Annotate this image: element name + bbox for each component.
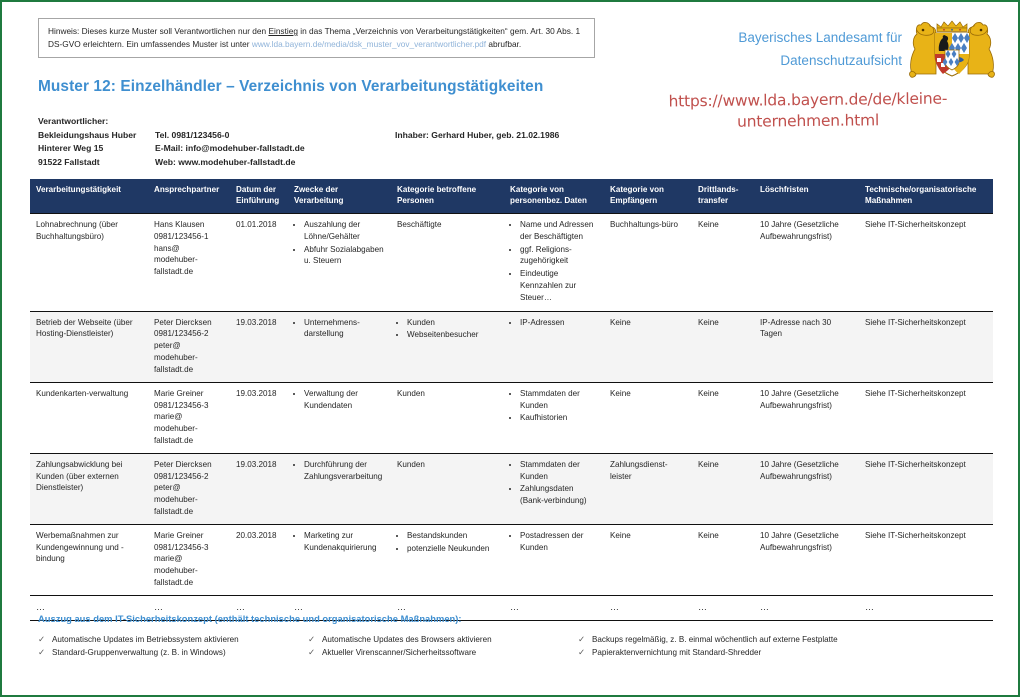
table-cell-subjects [391,453,504,524]
table-cell-recipients [604,213,692,311]
cell-line: 19.03.2018 [236,388,277,398]
authority-name-line2: Datenschutzaufsicht [780,53,902,69]
responsible-row-2 [38,142,738,156]
page-inner [2,2,1018,695]
cell-line: Werbemaßnahmen zur Kundengewinnung und -bindung [36,530,124,564]
table-header-cell-5: Kategorie von personenbez. Daten [504,179,604,213]
footer-checklist-item [38,633,239,646]
table-head [30,179,993,213]
cell-line: Marie Greiner [154,388,204,398]
table-header-cell-2: Datum der Einführung [230,179,288,213]
table-cell-recipients [604,453,692,524]
cell-line: Siehe IT-Sicherheitskonzept [865,317,966,327]
cell-line: marie@ modehuber-fallstadt.de [154,412,198,445]
table-cell-tom [859,311,993,382]
check-mark-icon: ✓ [308,647,316,658]
table-cell-data_categories [504,524,604,595]
continuation-marker: … [859,595,993,620]
table-cell-purposes [288,382,391,453]
cell-line: Keine [610,530,631,540]
footer-checklist-label: Automatische Updates im Betriebssystem aktivieren [52,635,239,644]
continuation-marker: … [391,595,504,620]
list-item: • Durchführung der Zahlungsverarbeitung [304,459,386,483]
list-item: • Abfuhr Sozialabgaben u. Steuern [304,244,386,268]
list-item: • Zahlungsdaten (Bank-verbindung) [520,483,599,507]
hinweis-line2-part1: 30 Abs. 1 DS-GVO erleichtern. Ein umfassendes Muster ist unter [48,26,581,50]
cell-line: Kundenkarten-verwaltung [36,388,129,398]
table-header-cell-0: Verarbeitungstätigkeit [30,179,148,213]
cell-line: Keine [698,530,719,540]
cell-line: 01.01.2018 [236,219,277,229]
cell-line: Keine [610,317,631,327]
table-cell-deletion [754,382,859,453]
table-cell-activity [30,524,148,595]
continuation-marker: … [288,595,391,620]
cell-line: Siehe IT-Sicherheitskonzept [865,388,966,398]
table-cell-data_categories [504,453,604,524]
cell-line: 0981/123456-1 [154,231,209,241]
cell-line: 10 Jahre (Gesetzliche Aufbewahrungsfrist) [760,459,839,481]
cell-line: hans@ modehuber-fallstadt.de [154,243,198,277]
cell-line: Lohnabrechnung (über Buchhaltungsbüro) [36,219,118,241]
table-cell-date [230,213,288,311]
table-cell-date [230,311,288,382]
table-cell-contact [148,524,230,595]
cell-line: 10 Jahre (Gesetzliche Aufbewahrungsfrist) [760,530,839,552]
check-mark-icon: ✓ [308,634,316,644]
table-cell-data_categories [504,382,604,453]
responsible-tel: Tel. 0981/123456-0 [155,129,230,140]
footer-checklist-item [578,633,838,646]
bavarian-coat-of-arms-icon [906,18,998,80]
table-cell-subjects [391,524,504,595]
table-cell-data_categories [504,213,604,311]
table-header-cell-9: Technische/organisatorische Maßnahmen [859,179,993,213]
cell-line: Keine [610,388,631,398]
list-item: • Webseitenbesucher [407,329,499,341]
table-header-cell-6: Kategorie von Empfängern [604,179,692,213]
table-header-cell-3: Zwecke der Verarbeitung [288,179,391,213]
cell-line: Keine [698,219,719,229]
table-cell-third_country [692,524,754,595]
cell-line: 19.03.2018 [236,459,277,469]
table-cell-date [230,382,288,453]
check-mark-icon: ✓ [578,634,586,644]
table-row [30,213,993,311]
table-row [30,524,993,595]
table-row [30,453,993,524]
table-cell-date [230,524,288,595]
list-item: • Verwaltung der Kundendaten [304,388,386,412]
cell-line: Keine [698,317,719,327]
authority-name-line1: Bayerisches Landesamt für [738,30,902,45]
list-item: • Bestandskunden [407,530,499,542]
cell-line: Beschäftigte [397,219,442,229]
handwritten-url-line2: unternehmen.html [736,111,880,132]
hinweis-note-text [48,25,586,51]
cell-line: peter@ modehuber-fallstadt.de [154,483,198,517]
responsible-row-3 [38,156,738,170]
handwritten-url-line1: https://www.lda.bayern.de/de/kleine- [668,89,948,111]
it-security-footer [38,613,988,667]
responsible-party-block [38,115,738,169]
footer-checklist-item [38,646,239,659]
cell-line: 19.03.2018 [236,317,277,327]
hinweis-pdf-link[interactable]: www.lda.bayern.de/media/dsk_muster_vov_verantwortlicher.pdf [251,39,487,50]
cell-line: peter@ modehuber-fallstadt.de [154,341,198,374]
responsible-row-1 [38,129,738,143]
list-item: • Stammdaten der Kunden [520,459,599,483]
page-title: Muster 12: Einzelhändler – Verzeichnis von Verarbeitungstätigkeiten [38,78,544,95]
table-body [30,213,993,620]
footer-title: Auszug aus dem IT-Sicherheitskonzept (enthält technische und organisatorische Maßnahmen): [38,613,462,624]
table-cell-activity [30,311,148,382]
table-cell-deletion [754,524,859,595]
footer-checklist-label: Backups regelmäßig, z. B. einmal wöchentlich auf externe Festplatte [592,635,838,644]
responsible-heading: Verantwortlicher: [38,116,109,126]
continuation-marker: … [148,595,230,620]
authority-name [738,26,902,72]
table-cell-contact [148,382,230,453]
table-header-row [30,179,993,213]
table-cell-deletion [754,453,859,524]
cell-line: Peter Diercksen [154,459,212,469]
cell-line: Zahlungsabwicklung bei Kunden (über externen Dienstleister) [36,459,123,493]
table-row [30,382,993,453]
hinweis-line2-part2: abrufbar. [486,39,522,50]
processing-activities-table [30,179,993,621]
cell-line: 20.03.2018 [236,530,277,540]
table-cell-subjects [391,311,504,382]
continuation-marker: … [754,595,859,620]
cell-line: Keine [698,459,719,469]
table-cell-purposes [288,524,391,595]
list-item: • Stammdaten der Kunden [520,388,599,412]
table-cell-purposes [288,311,391,382]
table-cell-data_categories [504,311,604,382]
cell-line: Siehe IT-Sicherheitskonzept [865,219,966,229]
list-item: • Unternehmens-darstellung [304,317,386,341]
table-cell-purposes [288,453,391,524]
table-cell-third_country [692,311,754,382]
hinweis-line1-part1: Hinweis: Dieses kurze Muster soll Verantwortlichen nur den [48,26,269,36]
responsible-web: Web: www.modehuber-fallstadt.de [155,156,296,167]
cell-line: 0981/123456-3 [154,400,209,410]
cell-line: Kunden [397,459,425,469]
table-header-cell-7: Drittlands-transfer [692,179,754,213]
cell-line: Betrieb der Webseite (über Hosting-Dienstleister) [36,317,133,339]
table-cell-subjects [391,213,504,311]
footer-column-0 [38,633,239,659]
footer-checklist-label: Standard-Gruppenverwaltung (z. B. in Windows) [52,648,226,658]
table-cell-tom [859,524,993,595]
table-cell-recipients [604,524,692,595]
crest-shield [935,33,970,76]
table-cell-contact [148,453,230,524]
cell-line: Kunden [397,388,425,398]
table-cell-recipients [604,382,692,453]
processing-activities-table-wrapper [30,179,993,621]
continuation-marker: … [604,595,692,620]
footer-checklist-item [308,633,492,646]
check-mark-icon: ✓ [38,647,46,658]
table-cell-recipients [604,311,692,382]
continuation-marker: … [692,595,754,620]
table-header-cell-1: Ansprechpartner [148,179,230,213]
table-cell-date [230,453,288,524]
list-item: • IP-Adressen [520,317,599,329]
hinweis-line1-part2: in das Thema „Verzeichnis von Verarbeitungstätigkeiten“ gem. Art. [297,26,544,36]
table-cell-contact [148,213,230,311]
responsible-city: 91522 Fallstadt [38,156,100,167]
cell-line: Keine [698,388,719,398]
table-cell-tom [859,382,993,453]
authority-header [620,18,1000,80]
footer-checklist [38,633,988,667]
list-item: • Kaufhistorien [520,412,599,424]
table-cell-purposes [288,213,391,311]
continuation-marker: … [504,595,604,620]
list-item: • Eindeutige Kennzahlen zur Steuer… [520,268,599,303]
footer-checklist-item [578,646,838,659]
cell-line: 0981/123456-3 [154,542,209,552]
footer-checklist-label: Papieraktenvernichtung mit Standard-Shredder [592,648,762,658]
list-item: • potenzielle Neukunden [407,543,499,555]
list-item: • Postadressen der Kunden [520,530,599,554]
responsible-row-heading [38,115,738,129]
table-cell-subjects [391,382,504,453]
responsible-email: E-Mail: info@modehuber-fallstadt.de [155,143,305,153]
table-cell-tom [859,213,993,311]
cell-line: Marie Greiner [154,530,204,540]
table-cell-activity [30,453,148,524]
list-item: • Kunden [407,317,499,329]
table-cell-third_country [692,453,754,524]
table-header-cell-4: Kategorie betroffene Personen [391,179,504,213]
table-cell-deletion [754,311,859,382]
cell-line: Peter Diercksen [154,317,212,327]
list-item: • Name und Adressen der Beschäftigten [520,219,599,243]
table-cell-contact [148,311,230,382]
responsible-owner: Inhaber: Gerhard Huber, geb. 21.02.1986 [395,129,560,140]
cell-line: 10 Jahre (Gesetzliche Aufbewahrungsfrist) [760,219,839,241]
footer-checklist-label: Aktueller Virenscanner/Sicherheitssoftware [322,648,477,658]
list-item: • Auszahlung der Löhne/Gehälter [304,219,386,243]
responsible-street: Hinterer Weg 15 [38,143,104,153]
table-cell-activity [30,213,148,311]
cell-line: 10 Jahre (Gesetzliche Aufbewahrungsfrist) [760,388,839,410]
check-mark-icon: ✓ [578,647,586,658]
cell-line: Siehe IT-Sicherheitskonzept [865,459,966,469]
list-item: • Marketing zur Kundenakquirierung [304,530,386,554]
cell-line: IP-Adresse nach 30 Tagen [760,317,832,339]
hinweis-note-box [38,18,595,58]
table-row [30,311,993,382]
cell-line: Buchhaltungs-büro [610,219,678,229]
table-cell-third_country [692,382,754,453]
footer-column-1 [308,633,492,659]
cell-line: 0981/123456-2 [154,329,209,339]
cell-line: Zahlungsdienst-leister [610,459,668,481]
crest-crown [937,21,967,32]
cell-line: marie@ modehuber-fallstadt.de [154,554,198,588]
responsible-company: Bekleidungshaus Huber [38,129,137,140]
list-item: • ggf. Religions-zugehörigkeit [520,244,599,268]
table-cell-third_country [692,213,754,311]
table-header-cell-8: Löschfristen [754,179,859,213]
continuation-marker: … [30,595,148,620]
cell-line: 0981/123456-2 [154,471,209,481]
hinweis-einstieg-link[interactable]: Einstieg [268,26,298,36]
cell-line: Hans Klausen [154,219,205,229]
table-cell-tom [859,453,993,524]
footer-column-2 [578,633,838,659]
check-mark-icon: ✓ [38,634,46,644]
continuation-marker: … [230,595,288,620]
cell-line: Siehe IT-Sicherheitskonzept [865,530,966,540]
footer-checklist-item [308,646,492,659]
table-cell-activity [30,382,148,453]
table-cell-deletion [754,213,859,311]
footer-checklist-label: Automatische Updates des Browsers aktivieren [322,635,492,644]
